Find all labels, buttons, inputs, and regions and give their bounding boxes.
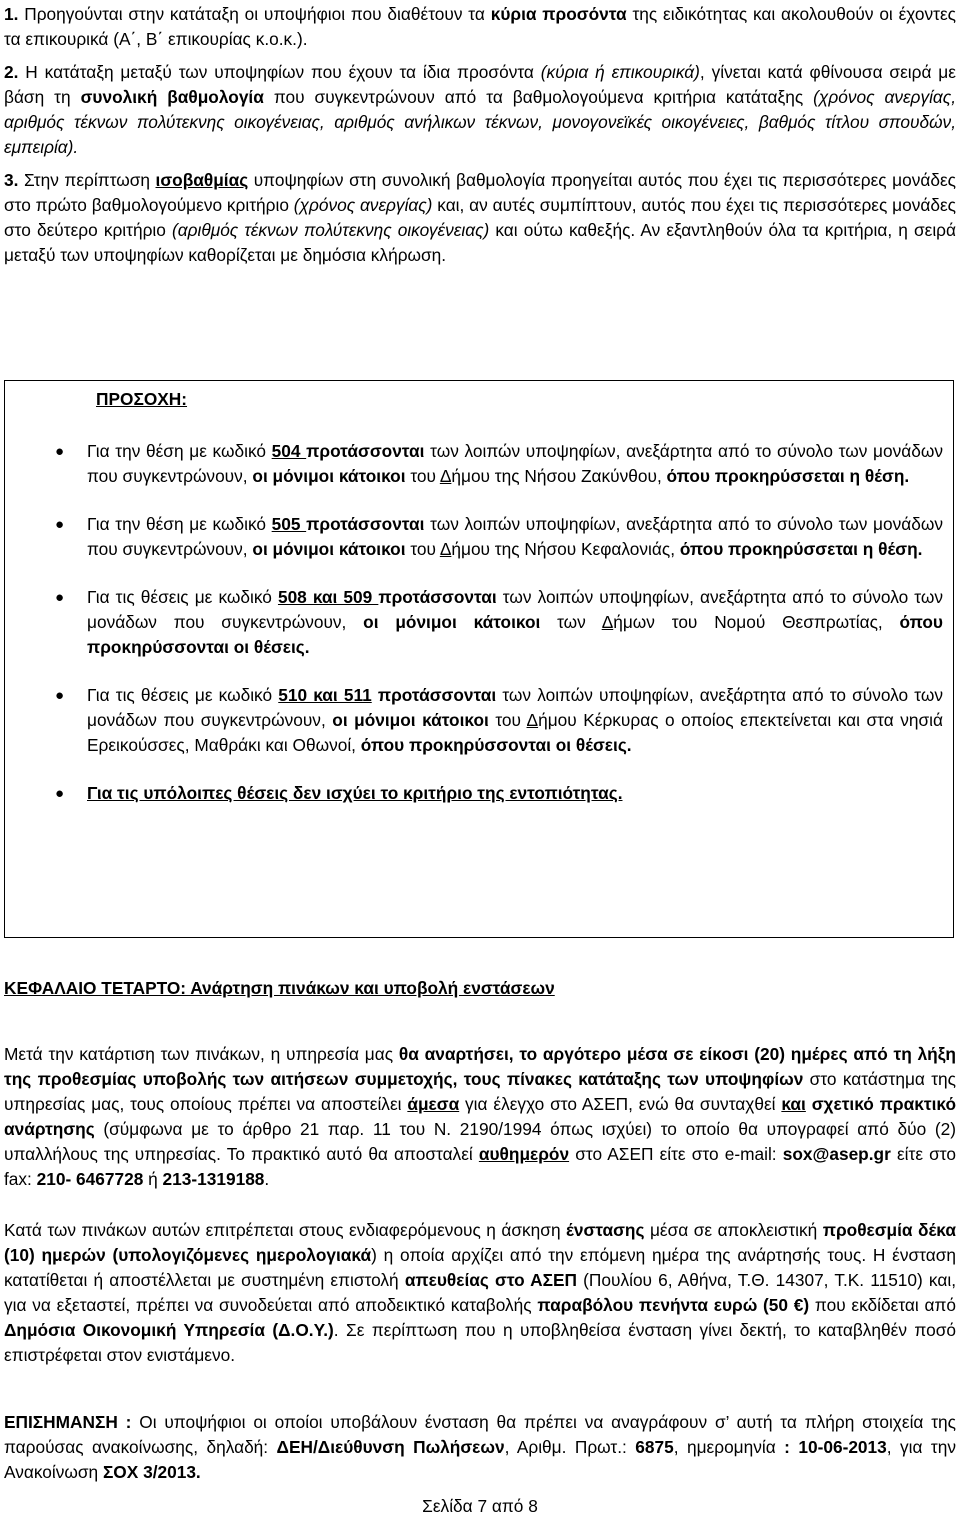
text: ήμου της Νήσου Κεφαλονιάς, — [451, 539, 680, 559]
text: ) η οποία αρχίζει από την επόμενη ημέρα της ανάρτησής τους. Η ένσταση κατατίθεται ή αποστέλλεται με συστημένη επιστολή — [4, 1245, 956, 1290]
notice-bullet-508-509 — [55, 585, 943, 660]
fax-number: 210- 6467728 — [36, 1169, 144, 1189]
bold-text: 6875 — [635, 1437, 674, 1457]
paragraph-item-3 — [4, 168, 956, 268]
text: Για την θέση με κωδικό — [87, 441, 272, 461]
item-number: 1. — [4, 4, 19, 24]
bold-text: οι μόνιμοι κάτοικοι — [363, 612, 541, 632]
text: των λοιπών υποψηφίων, ανεξάρτητα από το σύνολο των μονάδων που συγκεντρώνουν, — [87, 685, 943, 730]
text: (σύμφωνα με το άρθρο 21 παρ. 11 του Ν. 2190/1994 όπως ισχύει) το οποίο θα υπογραφεί από δύο (2) υπαλλήλους της υπηρεσίας. Το πρακτικό αυτό θα αποσταλεί — [4, 1119, 956, 1164]
email-text: sox@asep.gr — [782, 1144, 891, 1164]
italic-text: (χρόνος ανεργίας) — [293, 195, 433, 215]
text: ήμων του Νομού Θεσπρωτίας, — [613, 612, 900, 632]
text: . Σε περίπτωση που η υποβληθείσα ένσταση γίνει δεκτή, το καταβληθέν ποσό επιστρέφεται στον ενιστάμενο. — [4, 1320, 956, 1365]
bold-text: οι μόνιμοι κάτοικοι — [252, 466, 406, 486]
bullet-icon: ● — [55, 785, 65, 802]
bold-text: οι μόνιμοι κάτοικοι — [332, 710, 489, 730]
text: και, αν αυτές συμπίπτουν, αυτός που έχει τις περισσότερες μονάδες στο δεύτερο κριτήριο — [4, 195, 957, 240]
bold-text: ένστασης — [566, 1220, 645, 1240]
text: Οι υποψήφιοι οι οποίοι υποβάλουν ένσταση θα πρέπει να αναγράφουν σ’ αυτή τα πλήρη στοιχεία της παρούσας ανακοίνωσης, δηλαδή: — [4, 1412, 956, 1457]
bold-text: προτάσσονται — [378, 587, 497, 607]
text: των λοιπών υποψηφίων, ανεξάρτητα από το σύνολο των μονάδων που συγκεντρώνουν, — [87, 587, 944, 632]
text: Προηγούνται στην κατάταξη οι υποψήφιοι που διαθέτουν τα — [24, 4, 491, 24]
text: για έλεγχο στο ΑΣΕΠ, ενώ θα συνταχθεί — [459, 1094, 782, 1114]
text: της ειδικότητας και ακολουθούν οι έχοντες τα επικουρικά (Α΄, Β΄ επικουρίας κ.ο.κ.). — [4, 4, 957, 49]
text: υποψηφίων στη συνολική βαθμολογία προηγείται αυτός που έχει τις περισσότερες μονάδες στο πρώτο βαθμολογούμενο κριτήριο — [4, 170, 956, 215]
text: ήμου Κέρκυρας ο οποίος επεκτείνεται και στα νησιά Ερεικούσσες, Μαθράκι και Οθωνοί, — [87, 710, 943, 755]
bold-text: προτάσσονται — [377, 685, 497, 705]
text: ήμου της Νήσου Ζακύνθου, — [451, 466, 667, 486]
bold-text: Δημόσια Οικονομική Υπηρεσία (Δ.Ο.Υ.) — [4, 1320, 334, 1340]
text: του — [488, 710, 527, 730]
bold-text: παραβόλου πενήντα ευρώ (50 €) — [537, 1295, 810, 1315]
bold-underline-text: άμεσα — [407, 1094, 460, 1114]
bold-text: ΣΟΧ 3/2013. — [102, 1462, 201, 1482]
text: Για τις θέσεις με κωδικό — [87, 685, 279, 705]
text: του — [405, 466, 440, 486]
bold-text: όπου προκηρύσσονται οι θέσεις. — [360, 735, 632, 755]
text: Στην περίπτωση — [23, 170, 156, 190]
text: είτε στο fax: — [4, 1144, 956, 1189]
document-page — [4, 2, 957, 1516]
text: που συγκεντρώνουν από τα βαθμολογούμενα κριτήρια κατάταξης — [263, 87, 814, 107]
text: (Πουλίου 6, Αθήνα, Τ.Θ. 14307, Τ.Κ. 11510) και, για να εξεταστεί, πρέπει να συνοδεύεται από αποδεικτικό καταβολής — [4, 1270, 956, 1315]
paragraph-note — [4, 1410, 956, 1485]
notice-box — [4, 380, 954, 938]
paragraph-posting — [4, 1042, 956, 1192]
underlined-text: Δ — [601, 612, 614, 632]
bold-text: ΕΠΙΣΗΜΑΝΣΗ : — [4, 1412, 132, 1432]
text: , γίνεται κατά φθίνουσα σειρά με βάση τη — [4, 62, 956, 107]
text: Κατά των πινάκων αυτών επιτρέπεται στους ενδιαφερόμενους η άσκηση — [4, 1220, 567, 1240]
fax-number: 213-1319188 — [162, 1169, 265, 1189]
paragraph-item-1 — [4, 2, 956, 52]
text: Για την θέση με κωδικό — [87, 514, 272, 534]
text: που εκδίδεται από — [809, 1295, 957, 1315]
position-code: 504 — [271, 441, 307, 461]
text: . — [264, 1169, 270, 1189]
text: και ούτω καθεξής. Αν εξαντληθούν όλα τα κριτήρια, η σειρά μεταξύ των υποψηφίων καθορίζεται με δημόσια κλήρωση. — [4, 220, 956, 265]
text: Για τις θέσεις με κωδικό — [87, 587, 278, 607]
position-code: 508 και 509 — [277, 587, 379, 607]
notice-bullet-505 — [55, 512, 943, 562]
text: , ημερομηνία — [673, 1437, 785, 1457]
bold-text: όπου προκηρύσσεται η θέση. — [679, 539, 923, 559]
bold-text: θα αναρτήσει, το αργότερο μέσα σε είκοσι (20) ημέρες από τη λήξη της προθεσμίας υποβολής των αιτήσεων συμμετοχής, τους πίνακες κατάταξης των υποψηφίων — [4, 1044, 956, 1089]
bold-text: ΔΕΗ/Διεύθυνση Πωλήσεων — [276, 1437, 505, 1457]
text: μέσα σε αποκλειστική — [644, 1220, 823, 1240]
bold-text: συνολική βαθμολογία — [80, 87, 264, 107]
notice-bullet-504 — [55, 439, 943, 489]
text: στο κατάστημα της υπηρεσίας μας, τους οποίους πρέπει να αποστείλει — [4, 1069, 956, 1114]
bold-underline-text: ισοβαθμίας — [155, 170, 249, 190]
bold-underline-text: και — [781, 1094, 806, 1114]
notice-bullet-other — [55, 781, 943, 806]
underlined-text: Δ — [439, 539, 452, 559]
text: , Αριθμ. Πρωτ.: — [504, 1437, 636, 1457]
text: ή — [143, 1169, 163, 1189]
italic-text: (κύρια ή επικουρικά) — [540, 62, 700, 82]
text: του — [405, 539, 440, 559]
text: , για την Ανακοίνωση — [4, 1437, 956, 1482]
page-footer: Σελίδα 7 από 8 — [422, 1496, 538, 1516]
italic-text: (αριθμός τέκνων πολύτεκνης οικογένειας) — [172, 220, 490, 240]
bold-underline-text: αυθημερόν — [478, 1144, 570, 1164]
bold-text: : 10-06-2013 — [784, 1437, 887, 1457]
text: των λοιπών υποψηφίων, ανεξάρτητα από το σύνολο των μονάδων που συγκεντρώνουν, — [87, 514, 943, 559]
notice-bullet-list — [55, 439, 943, 829]
bold-text: προτάσσονται — [306, 441, 425, 461]
text: Μετά την κατάρτιση των πινάκων, η υπηρεσία μας — [4, 1044, 399, 1064]
notice-title: ΠΡΟΣΟΧΗ: — [96, 389, 188, 409]
text: των λοιπών υποψηφίων, ανεξάρτητα από το σύνολο των μονάδων που συγκεντρώνουν, — [87, 441, 943, 486]
bold-text: απευθείας στο ΑΣΕΠ — [404, 1270, 578, 1290]
position-code: 510 και 511 — [278, 685, 372, 705]
bold-text: οι μόνιμοι κάτοικοι — [252, 539, 406, 559]
paragraph-objection — [4, 1218, 956, 1368]
bullet-icon: ● — [55, 589, 65, 606]
bold-underline-text: Για τις υπόλοιπες θέσεις δεν ισχύει το κριτήριο της εντοπιότητας. — [87, 783, 623, 803]
italic-text: (χρόνος ανεργίας, αριθμός τέκνων πολύτεκνης οικογένειας, αριθμός ανήλικων τέκνων, μονογονεϊκές οικογένειες, βαθμός τίτλου σπουδών, εμπειρία). — [4, 87, 956, 157]
underlined-text: Δ — [526, 710, 539, 730]
item-number: 3. — [4, 170, 19, 190]
paragraph-item-2 — [4, 60, 956, 160]
underlined-text: Δ — [439, 466, 452, 486]
notice-bullet-510-511 — [55, 683, 943, 758]
bold-text: προτάσσονται — [306, 514, 425, 534]
text: στο ΑΣΕΠ είτε στο e-mail: — [569, 1144, 783, 1164]
bold-text: όπου προκηρύσσονται οι θέσεις. — [87, 612, 943, 657]
bullet-icon: ● — [55, 687, 65, 704]
position-code: 505 — [271, 514, 307, 534]
item-number: 2. — [4, 62, 19, 82]
chapter-heading: ΚΕΦΑΛΑΙΟ ΤΕΤΑΡΤΟ: Ανάρτηση πινάκων και υποβολή ενστάσεων — [4, 978, 555, 998]
text: Η κατάταξη μεταξύ των υποψηφίων που έχουν τα ίδια προσόντα — [25, 62, 541, 82]
bullet-icon: ● — [55, 516, 65, 533]
bold-text: κύρια προσόντα — [490, 4, 627, 24]
bold-text: σχετικό πρακτικό ανάρτησης — [4, 1094, 956, 1139]
bullet-icon: ● — [55, 443, 65, 460]
text: των — [540, 612, 602, 632]
bold-text: προθεσμία δέκα (10) ημερών (υπολογιζόμενες ημερολογιακά — [4, 1220, 956, 1265]
bold-text: όπου προκηρύσσεται η θέση. — [666, 466, 910, 486]
